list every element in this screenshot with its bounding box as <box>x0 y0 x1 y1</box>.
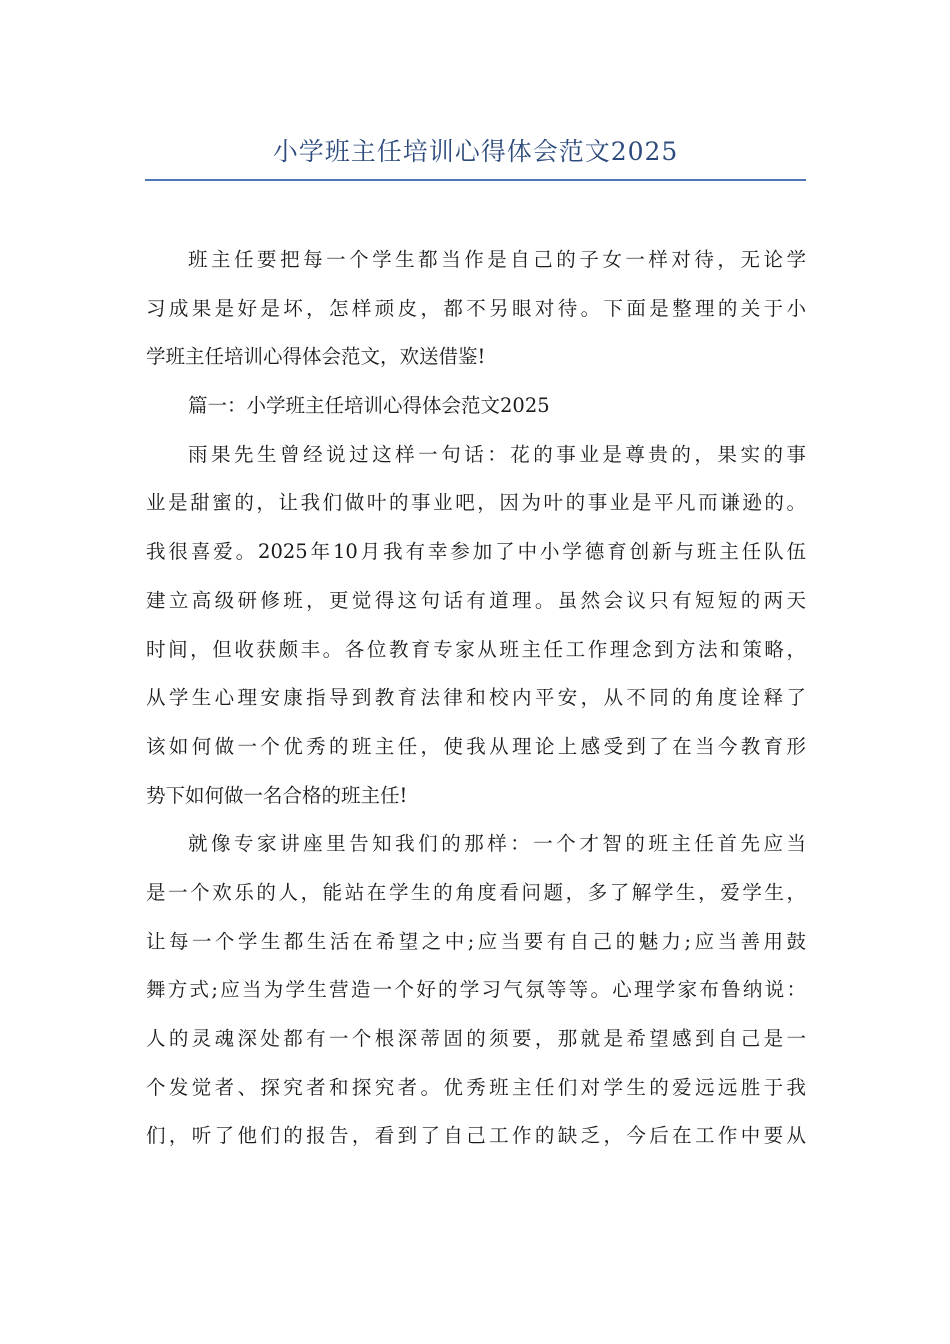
text-line: 从学生心理安康指导到教育法律和校内平安，从不同的角度诠释了 <box>146 686 806 710</box>
title-underline <box>145 179 806 181</box>
text-line: 该如何做一个优秀的班主任，使我从理论上感受到了在当今教育形 <box>146 734 806 758</box>
text-line: 是一个欢乐的人，能站在学生的角度看问题，多了解学生，爱学生， <box>146 880 806 904</box>
text-line: 势下如何做一名合格的班主任! <box>146 783 408 807</box>
text-line: 个发觉者、探究者和探究者。优秀班主任们对学生的爱远远胜于我 <box>146 1075 806 1099</box>
document-title: 小学班主任培训心得体会范文2025 <box>272 137 679 166</box>
text-line: 篇一：小学班主任培训心得体会范文2025 <box>188 394 550 418</box>
text-line: 雨果先生曾经说过这样一句话：花的事业是尊贵的，果实的事 <box>188 442 806 466</box>
text-line: 们，听了他们的报告，看到了自己工作的缺乏，今后在工作中要从 <box>146 1124 806 1148</box>
text-line: 舞方式;应当为学生营造一个好的学习气氛等等。心理学家布鲁纳说： <box>146 978 806 1002</box>
text-line: 业是甜蜜的，让我们做叶的事业吧，因为叶的事业是平凡而谦逊的。 <box>146 491 806 515</box>
text-line: 学班主任培训心得体会范文，欢送借鉴! <box>146 345 486 369</box>
text-line: 就像专家讲座里告知我们的那样：一个才智的班主任首先应当 <box>188 832 806 856</box>
text-line: 班主任要把每一个学生都当作是自己的子女一样对待，无论学 <box>188 248 806 271</box>
text-line: 我很喜爱。2025年10月我有幸参加了中小学德育创新与班主任队伍 <box>146 540 806 564</box>
document-body <box>146 236 806 1161</box>
text-line: 让每一个学生都生活在希望之中;应当要有自己的魅力;应当善用鼓 <box>146 929 806 953</box>
text-line: 人的灵魂深处都有一个根深蒂固的须要，那就是希望感到自己是一 <box>146 1027 806 1050</box>
text-line: 建立高级研修班，更觉得这句话有道理。虽然会议只有短短的两天 <box>146 588 806 612</box>
text-line: 习成果是好是坏，怎样顽皮，都不另眼对待。下面是整理的关于小 <box>146 296 806 320</box>
text-line: 时间，但收获颇丰。各位教育专家从班主任工作理念到方法和策略， <box>146 637 806 661</box>
